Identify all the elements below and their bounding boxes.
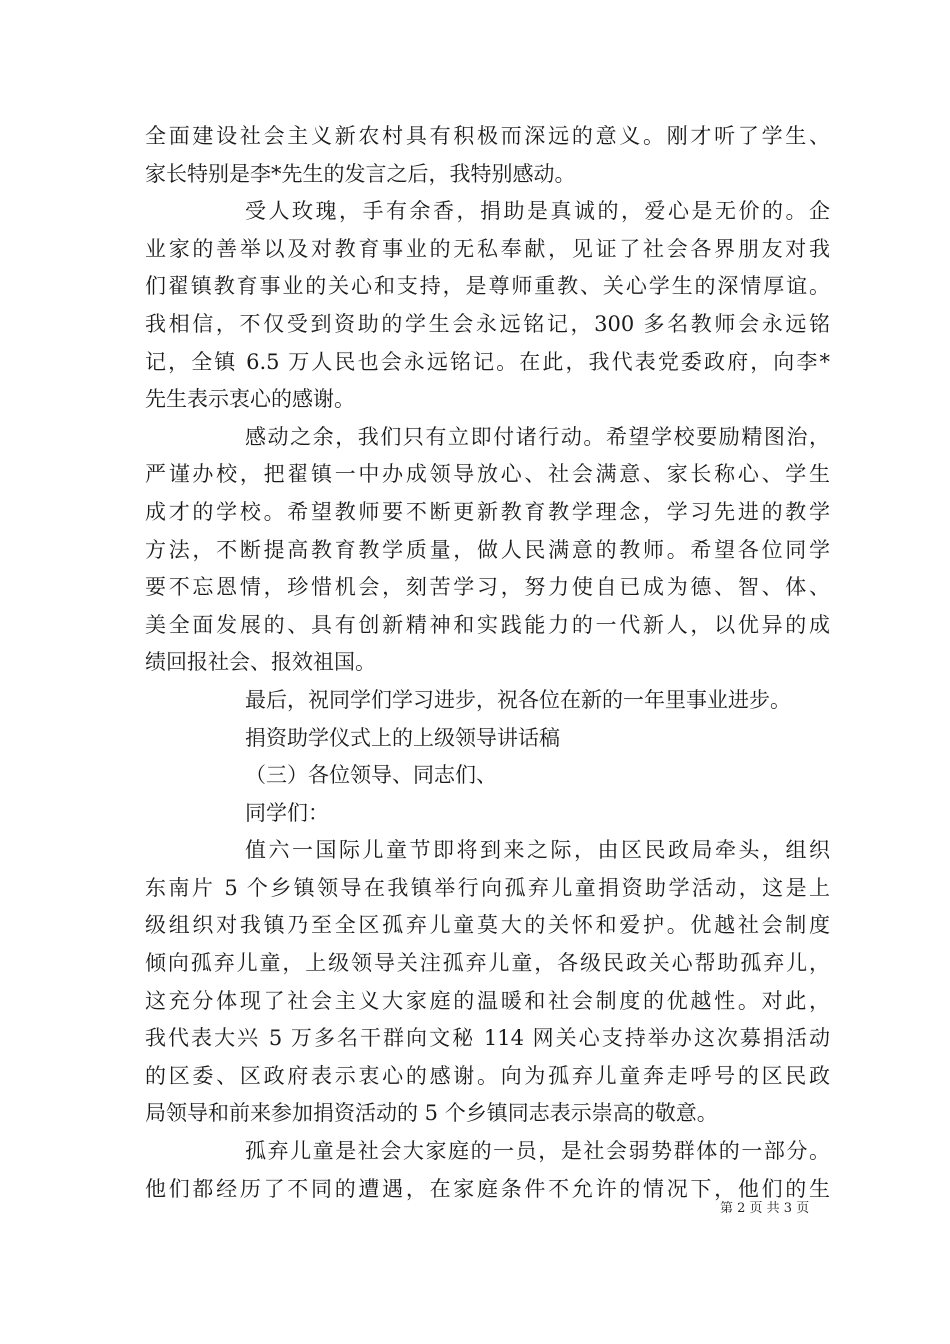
text-line: 最后，祝同学们学习进步，祝各位在新的一年里事业进步。 bbox=[245, 687, 791, 712]
text-line: 家长特别是李*先生的发言之后，我特别感动。 bbox=[145, 161, 576, 186]
page-number: 第 2 页 共 3 页 bbox=[720, 1201, 810, 1216]
text-line: 我代表大兴 5 万多名干群向文秘 114 网关心支持举办这次募捐活动 bbox=[145, 1026, 830, 1051]
text-line: 全面建设社会主义新农村具有积极而深远的意义。刚才听了学生、 bbox=[145, 124, 830, 148]
text-line: 美全面发展的、具有创新精神和实践能力的一代新人，以优异的成 bbox=[145, 612, 830, 637]
text-line: 感动之余，我们只有立即付诸行动。希望学校要励精图治， bbox=[245, 424, 830, 449]
text-line: 他们都经历了不同的遭遇，在家庭条件不允许的情况下，他们的生 bbox=[145, 1176, 830, 1201]
text-line: 要不忘恩情，珍惜机会，刻苦学习，努力使自已成为德、智、体、 bbox=[145, 575, 830, 600]
text-line: （三）各位领导、同志们、 bbox=[245, 763, 497, 788]
text-line: 级组织对我镇乃至全区孤弃儿童莫大的关怀和爱护。优越社会制度 bbox=[145, 913, 830, 938]
text-line: 们翟镇教育事业的关心和支持，是尊师重教、关心学生的深情厚谊。 bbox=[145, 274, 830, 299]
document-body bbox=[145, 118, 830, 1208]
text-line: 这充分体现了社会主义大家庭的温暖和社会制度的优越性。对此， bbox=[145, 988, 830, 1013]
text-line: 我相信，不仅受到资助的学生会永远铭记，300 多名教师会永远铭 bbox=[145, 311, 830, 336]
text-line: 倾向孤弃儿童，上级领导关注孤弃儿童，各级民政关心帮助孤弃儿， bbox=[145, 951, 830, 976]
text-line: 严谨办校，把翟镇一中办成领导放心、社会满意、家长称心、学生 bbox=[145, 462, 830, 487]
text-line: 绩回报社会、报效祖国。 bbox=[145, 650, 376, 675]
text-line: 先生表示衷心的感谢。 bbox=[145, 387, 355, 412]
text-line: 记，全镇 6.5 万人民也会永远铭记。在此，我代表党委政府，向李* bbox=[145, 349, 830, 374]
text-line: 局领导和前来参加捐资活动的 5 个乡镇同志表示崇高的敬意。 bbox=[145, 1101, 718, 1126]
text-line: 业家的善举以及对教育事业的无私奉献，见证了社会各界朋友对我 bbox=[145, 236, 830, 261]
text-line: 方法，不断提高教育教学质量，做人民满意的教师。希望各位同学 bbox=[145, 537, 830, 562]
text-line: 东南片 5 个乡镇领导在我镇举行向孤弃儿童捐资助学活动，这是上 bbox=[145, 875, 830, 900]
text-line: 受人玫瑰，手有余香，捐助是真诚的，爱心是无价的。企 bbox=[245, 199, 830, 224]
text-line: 捐资助学仪式上的上级领导讲话稿 bbox=[245, 725, 560, 750]
text-line: 值六一国际儿童节即将到来之际，由区民政局牵头，组织 bbox=[245, 838, 830, 863]
text-line: 的区委、区政府表示衷心的感谢。向为孤弃儿童奔走呼号的区民政 bbox=[145, 1063, 830, 1088]
text-line: 成才的学校。希望教师要不断更新教育教学理念，学习先进的教学 bbox=[145, 499, 830, 524]
text-line: 孤弃儿童是社会大家庭的一员，是社会弱势群体的一部分。 bbox=[245, 1139, 830, 1164]
text-line: 同学们： bbox=[245, 800, 329, 825]
